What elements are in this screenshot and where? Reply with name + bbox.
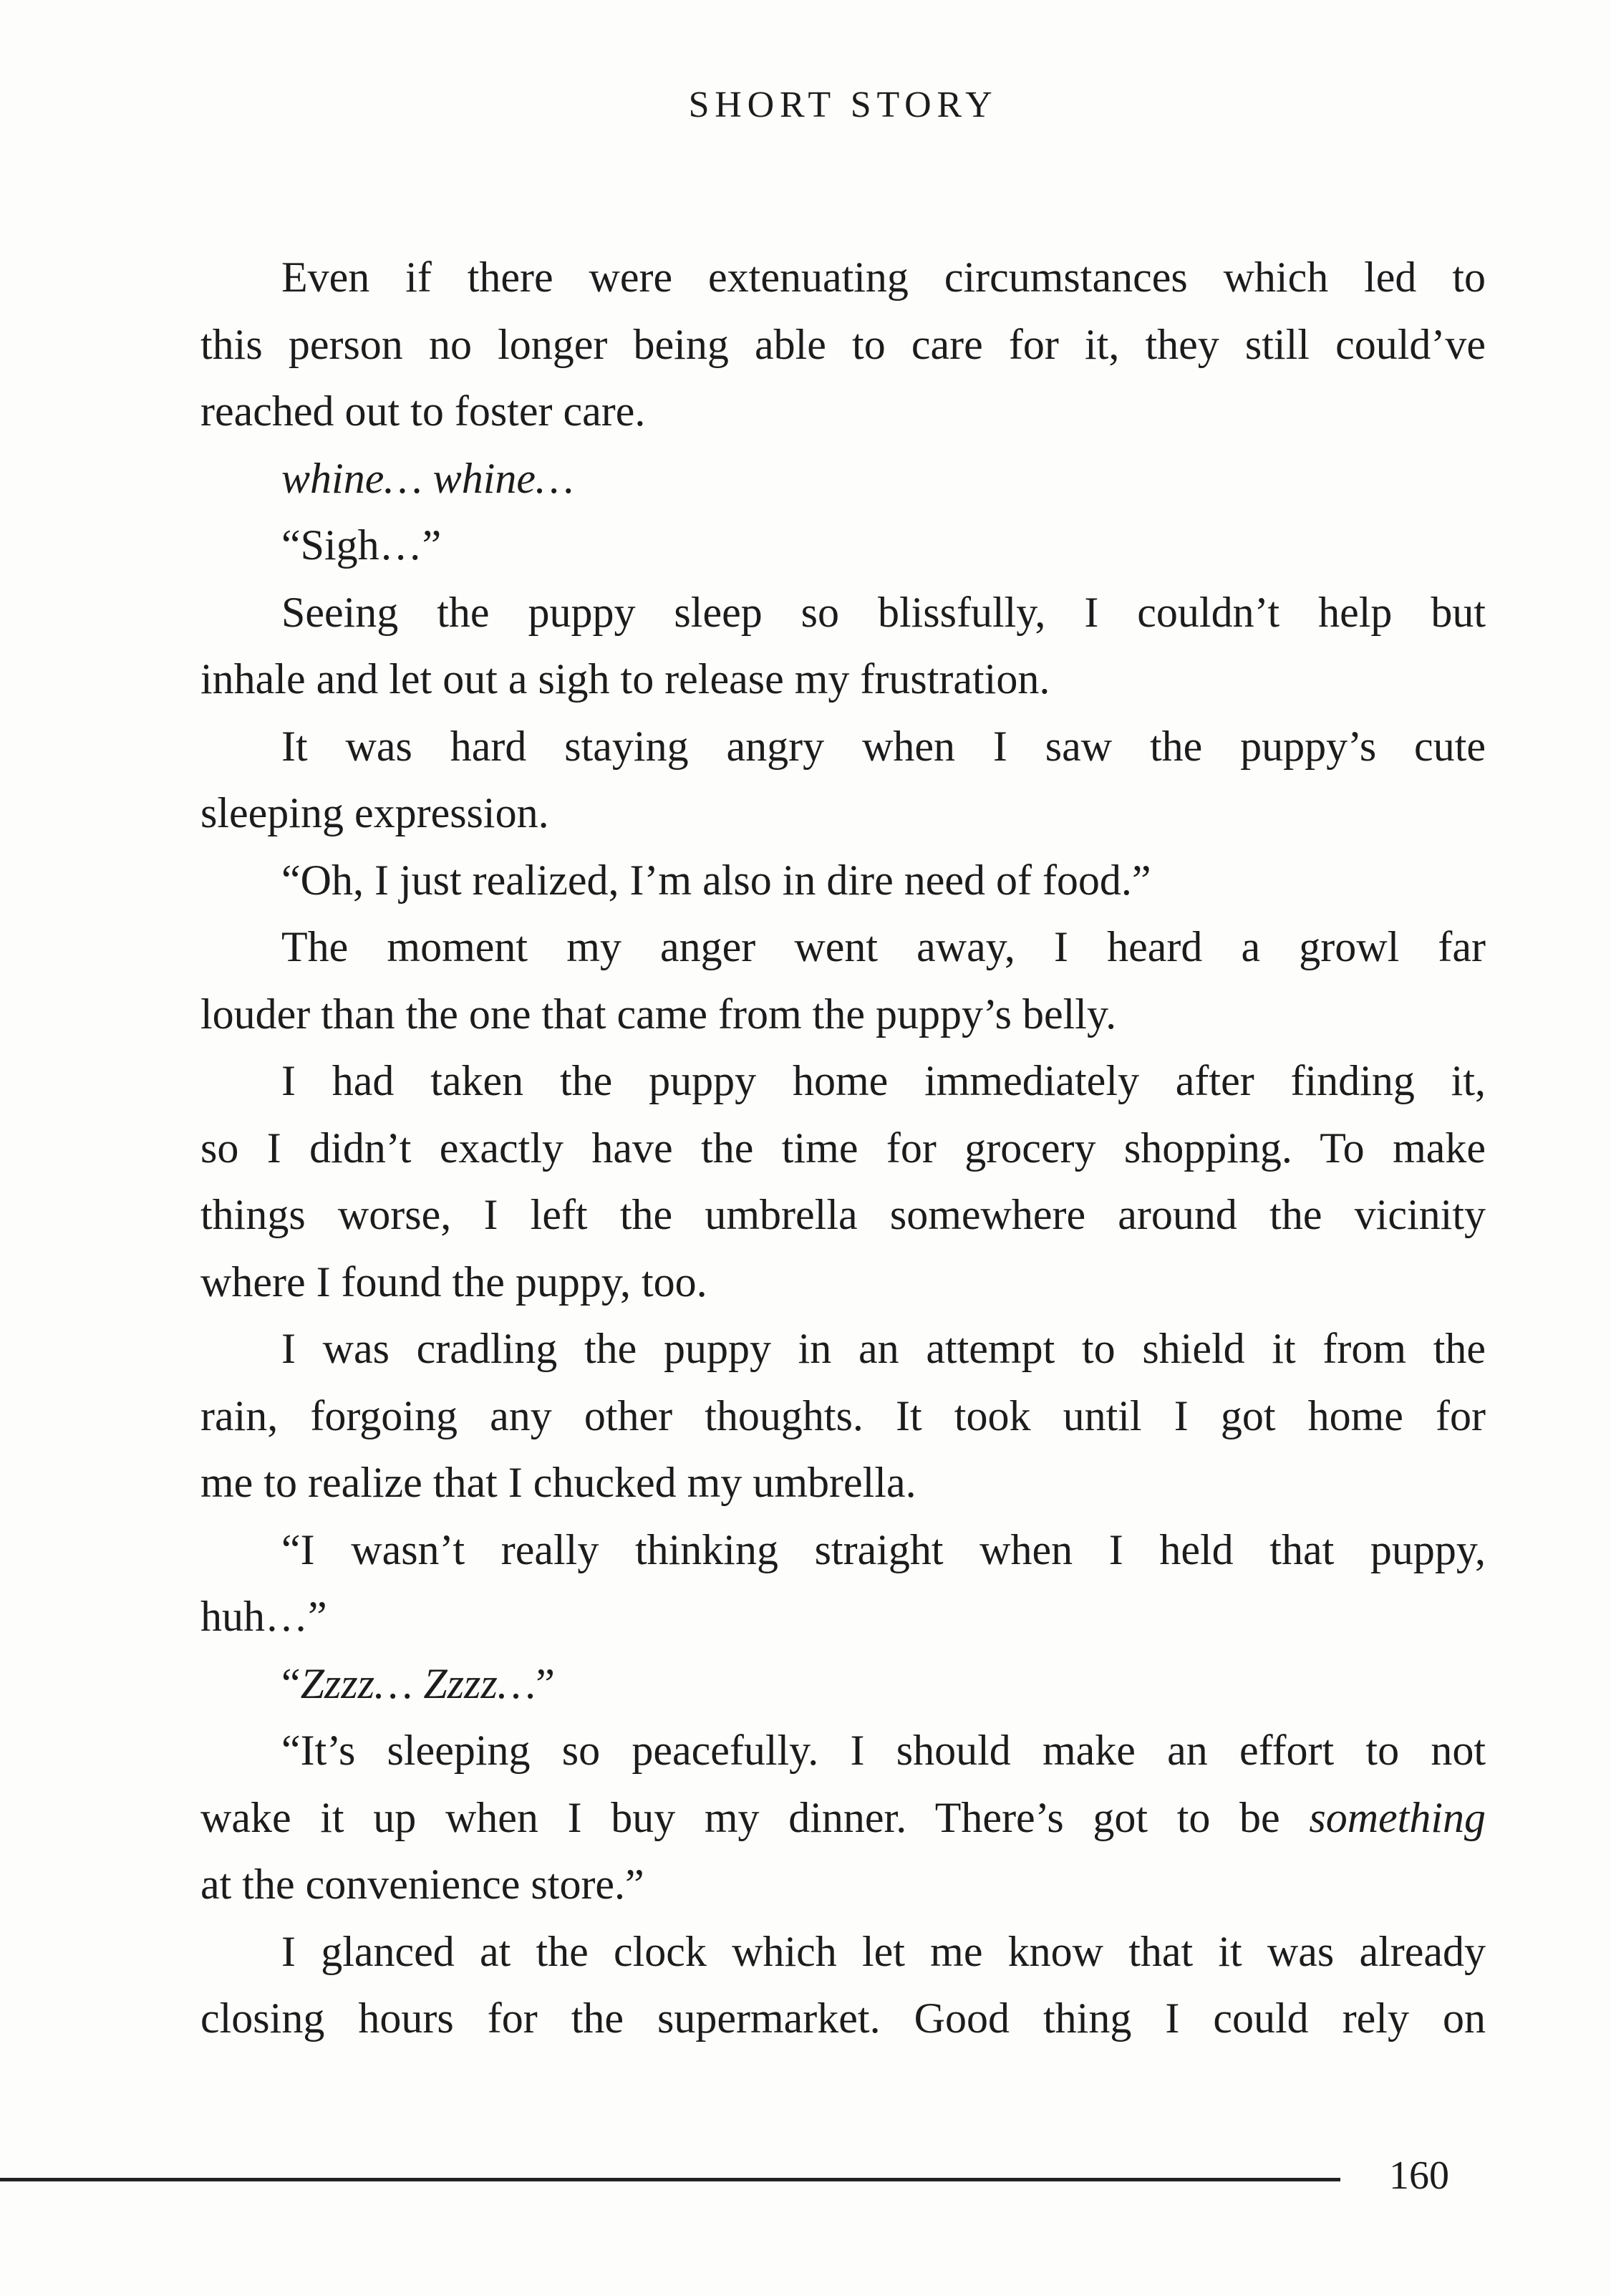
text-run: I glanced at the clock which let me know that it was already xyxy=(281,1927,1486,1975)
story-line xyxy=(200,713,1486,781)
text-run: “Sigh…” xyxy=(281,521,442,569)
text-run: where I found the puppy, too. xyxy=(200,1258,707,1306)
italic-text-run: whine… whine… xyxy=(281,454,574,502)
story-line xyxy=(200,244,1486,312)
text-run: so I didn’t exactly have the time for grocery shopping. To make xyxy=(200,1124,1486,1172)
story-line xyxy=(200,1048,1486,1115)
text-run: “I wasn’t really thinking straight when I held that puppy, xyxy=(281,1525,1486,1573)
text-run: ” xyxy=(536,1659,555,1707)
footer-rule xyxy=(0,2178,1340,2181)
page-number: 160 xyxy=(1389,2153,1449,2198)
story-line xyxy=(200,312,1486,379)
text-run: Seeing the puppy sleep so blissfully, I couldn’t help but xyxy=(281,588,1486,636)
story-line xyxy=(200,1851,1486,1919)
text-run: sleeping expression. xyxy=(200,789,549,836)
text-run: this person no longer being able to care for it, they still could’ve xyxy=(200,320,1486,368)
text-run: wake it up when I buy my dinner. There’s got to be xyxy=(200,1793,1310,1841)
text-run: Even if there were extenuating circumstances which led to xyxy=(281,254,1486,301)
story-line xyxy=(200,1249,1486,1316)
story-line xyxy=(200,646,1486,713)
story-line xyxy=(200,780,1486,847)
text-run: rain, forgoing any other thoughts. It took until I got home for xyxy=(200,1391,1486,1439)
story-line xyxy=(200,1785,1486,1852)
text-run: louder than the one that came from the puppy’s belly. xyxy=(200,990,1117,1038)
text-run: “ xyxy=(281,1659,301,1707)
story-line xyxy=(200,1115,1486,1182)
story-line xyxy=(200,847,1486,915)
text-run: reached out to foster care. xyxy=(200,387,646,435)
story-line xyxy=(200,981,1486,1048)
italic-text-run: Zzzz… Zzzz… xyxy=(300,1659,536,1707)
text-run: I had taken the puppy home immediately after finding it, xyxy=(281,1057,1486,1104)
text-run: me to realize that I chucked my umbrella. xyxy=(200,1459,916,1506)
story-line xyxy=(200,378,1486,445)
text-run: I was cradling the puppy in an attempt to shield it from the xyxy=(281,1325,1486,1372)
story-text-block xyxy=(200,244,1486,2053)
story-line xyxy=(200,1583,1486,1651)
story-line xyxy=(200,1517,1486,1584)
story-line xyxy=(200,445,1486,513)
text-run: at the convenience store.” xyxy=(200,1861,644,1908)
story-line xyxy=(200,1919,1486,1986)
story-line xyxy=(200,1651,1486,1718)
story-line xyxy=(200,1450,1486,1517)
italic-text-run: something xyxy=(1309,1793,1486,1841)
story-line xyxy=(200,579,1486,647)
story-line xyxy=(200,1316,1486,1383)
text-run: inhale and let out a sigh to release my frustration. xyxy=(200,655,1050,703)
story-line xyxy=(200,1985,1486,2053)
text-run: “It’s sleeping so peacefully. I should make an effort to not xyxy=(281,1727,1486,1774)
text-run: The moment my anger went away, I heard a growl far xyxy=(281,923,1486,970)
text-run: “Oh, I just realized, I’m also in dire need of food.” xyxy=(281,856,1151,904)
story-line xyxy=(200,1182,1486,1249)
text-run: huh…” xyxy=(200,1593,327,1640)
story-line xyxy=(200,914,1486,981)
text-run: things worse, I left the umbrella somewhere around the vicinity xyxy=(200,1191,1486,1238)
story-line xyxy=(200,512,1486,579)
story-line xyxy=(200,1717,1486,1785)
story-line xyxy=(200,1383,1486,1450)
text-run: It was hard staying angry when I saw the puppy’s cute xyxy=(281,722,1486,770)
text-run: closing hours for the supermarket. Good thing I could rely on xyxy=(200,1994,1486,2042)
running-header: SHORT STORY xyxy=(688,85,998,125)
